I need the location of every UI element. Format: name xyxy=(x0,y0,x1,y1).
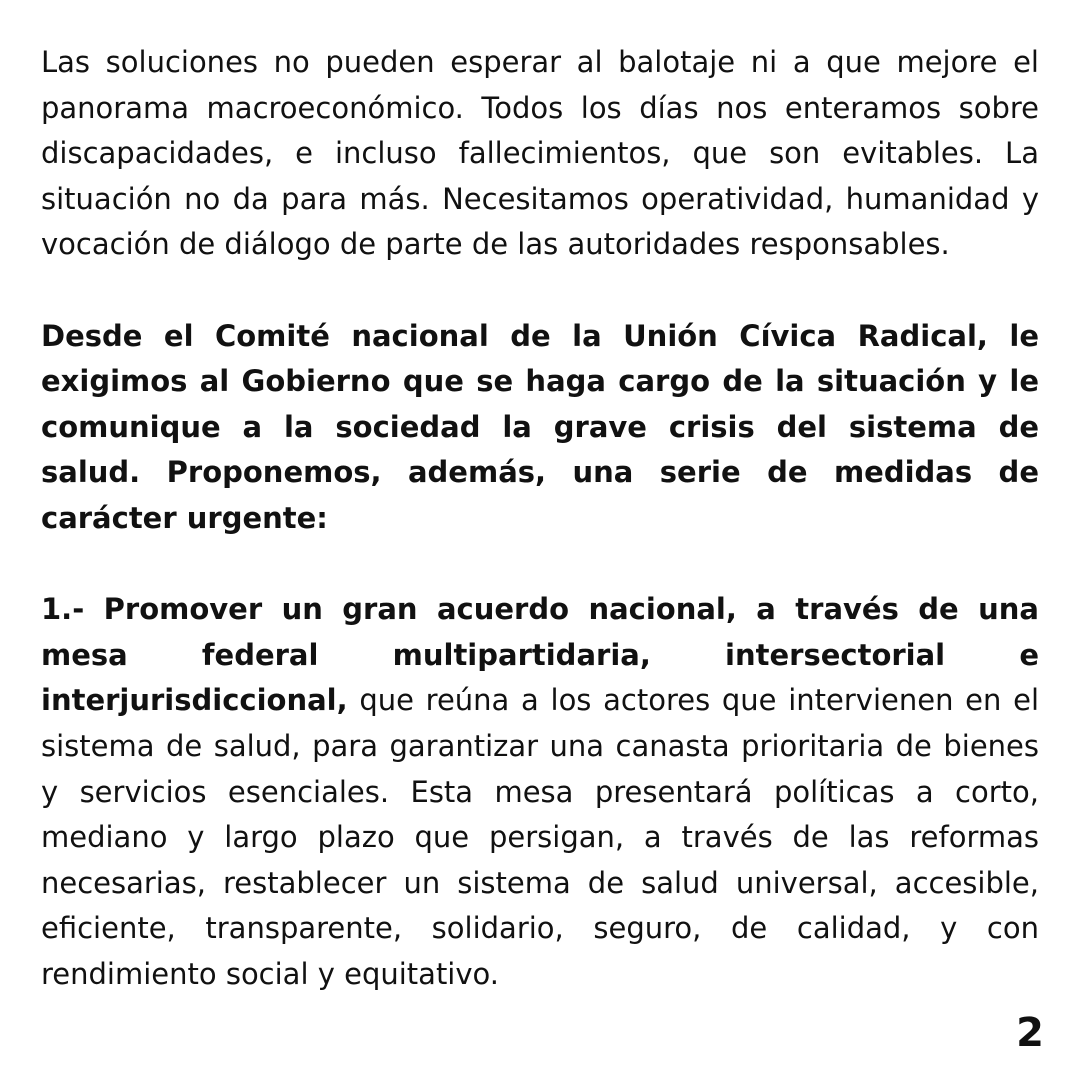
measure-1-heading: 1.- Promover un gran acuerdo nacional, a través de una mesa federal multipartidaria, intersectorial e interjurisdiccional, xyxy=(41,592,1039,718)
measure-1-text: que reúna a los actores que intervienen en el sistema de salud, para garantizar una canasta prioritaria de bienes y servicios esenciales. Esta mesa presentará políticas a corto, mediano y largo plazo que persigan, a través de las reformas necesarias, restablecer un sistema de salud universal, accesible, eficiente, transparente, solidario, seguro, de calidad, y con rendimiento social y equitativo. xyxy=(41,683,1039,991)
paragraph-intro: Las soluciones no pueden esperar al balotaje ni a que mejore el panorama macroeconómico. Todos los días nos enteramos sobre discapacidades, e incluso fallecimientos, que son evitables. La situación no da para más. Necesitamos operatividad, humanidad y vocación de diálogo de parte de las autoridades responsables. xyxy=(41,45,1039,262)
page-number: 2 xyxy=(1016,1010,1044,1056)
paragraph-measure-1 xyxy=(41,587,1039,997)
paragraph-demand: Desde el Comité nacional de la Unión Cívica Radical, le exigimos al Gobierno que se haga cargo de la situación y le comunique a la sociedad la grave crisis del sistema de salud. Proponemos, además, una serie de medidas de carácter urgente: xyxy=(41,318,1039,535)
document-body xyxy=(41,40,1039,997)
